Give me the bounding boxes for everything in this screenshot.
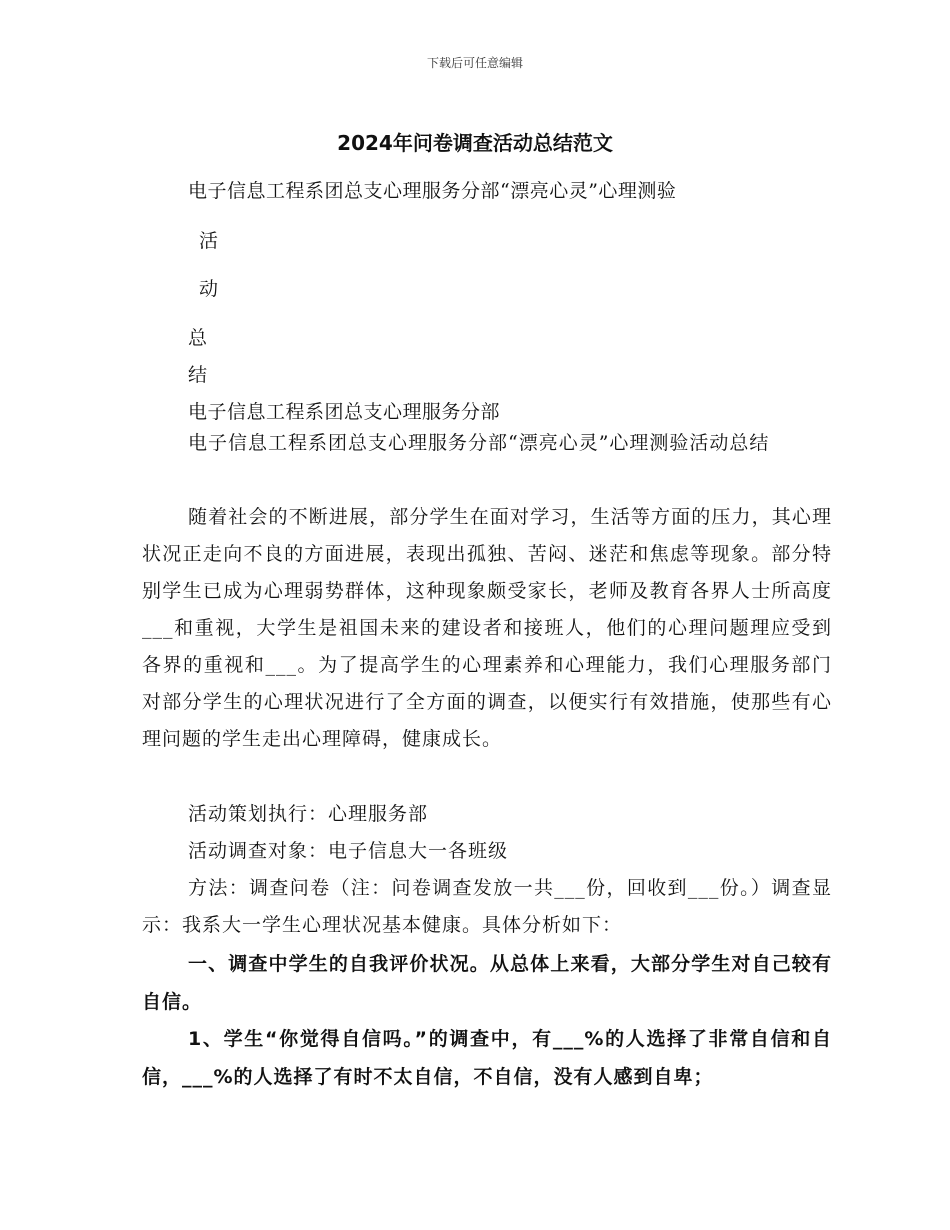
paragraph-item-1: 1、学生“你觉得自信吗。”的调查中，有___%的人选择了非常自信和自信，___%的人选择了有时不太自信，不自信，没有人感到自卑；	[142, 1028, 832, 1088]
vertical-char-4: 结	[188, 364, 208, 386]
subtitle-line: 电子信息工程系团总支心理服务分部“漂亮心灵”心理测验	[188, 180, 677, 202]
header-note: 下载后可任意编辑	[426, 56, 523, 70]
vertical-char-1: 活	[199, 230, 219, 252]
vertical-char-2: 动	[199, 278, 219, 300]
paragraph-target: 活动调查对象：电子信息大一各班级	[188, 840, 509, 862]
paragraph-method: 方法：调查问卷（注：问卷调查发放一共___份，回收到___份。）调查显示：我系大一学生心理状况基本健康。具体分析如下：	[142, 877, 832, 936]
paragraph-executor: 活动策划执行：心理服务部	[188, 803, 429, 825]
paragraph-activity-title: 电子信息工程系团总支心理服务分部“漂亮心灵”心理测验活动总结	[188, 432, 770, 454]
paragraph-intro: 随着社会的不断进展，部分学生在面对学习，生活等方面的压力，其心理状况正走向不良的方面进展，表现出孤独、苦闷、迷茫和焦虑等现象。部分特别学生已成为心理弱势群体，这种现象颇受家长，老师及教育各界人士所高度___和重视，大学生是祖国未来的建设者和接班人，他们的心理问题理应受到各界的重视和___。为了提高学生的心理素养和心理能力，我们心理服务部门对部分学生的心理状况进行了全方面的调查，以便实行有效措施，使那些有心理问题的学生走出心理障碍，健康成长。	[142, 506, 832, 750]
department-line: 电子信息工程系团总支心理服务分部	[188, 401, 501, 423]
section-heading-1: 一、调查中学生的自我评价状况。从总体上来看，大部分学生对自己较有自信。	[142, 953, 832, 1013]
vertical-char-3: 总	[188, 327, 208, 349]
document-title: 2024年问卷调查活动总结范文	[337, 131, 613, 155]
